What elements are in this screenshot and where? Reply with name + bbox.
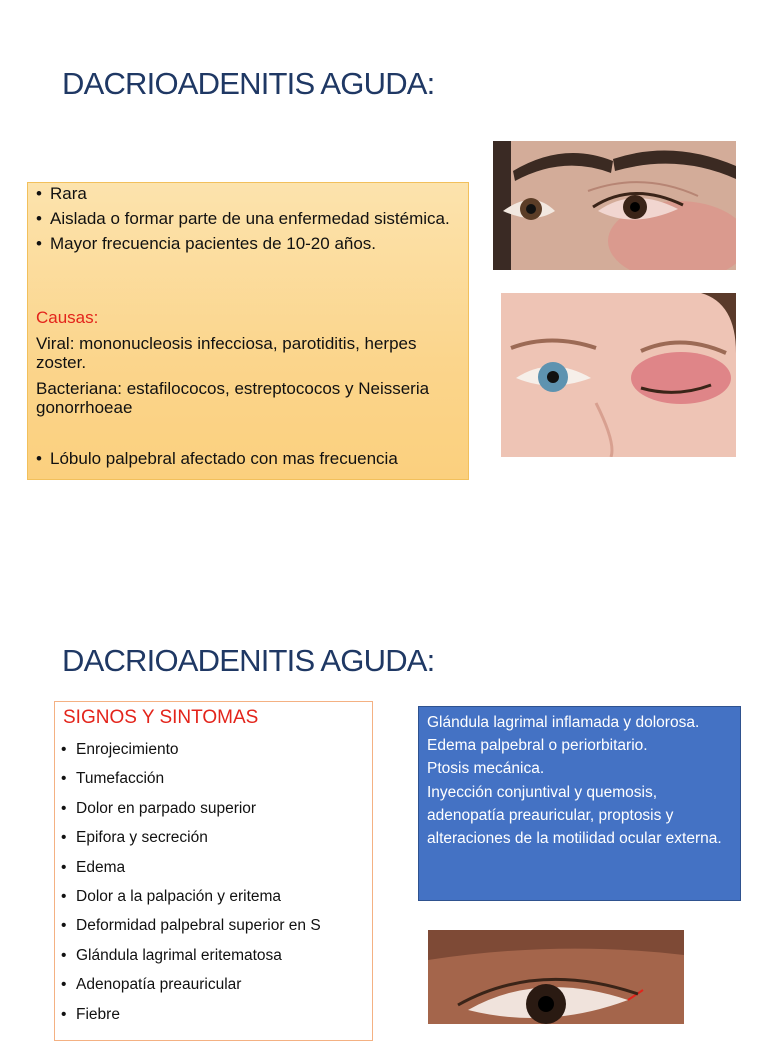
causas-label: Causas: (36, 308, 99, 327)
viral-causes: Viral: mononucleosis infecciosa, parotiditis, herpes zoster. (36, 334, 417, 372)
list-item: • Tumefacción (61, 770, 321, 799)
info-box (27, 182, 469, 480)
summary-text: Glándula lagrimal inflamada y dolorosa. Edema palpebral o periorbitario. Ptosis mecánica. Inyección conjuntival y quemosis, adenopatía preauricular, proptosis y alteraciones de la motilidad ocular externa. (427, 714, 722, 848)
eye-photo-3 (428, 930, 684, 1024)
signos-box (54, 701, 373, 1041)
eye-photo-2 (501, 293, 736, 457)
list-item: • Dolor en parpado superior (61, 800, 321, 829)
list-item: • Edema (61, 859, 321, 888)
bacterial-causes: Bacteriana: estafilococos, estreptococos y Neisseria gonorrhoeae (36, 379, 430, 417)
list-item: • Fiebre (61, 1006, 321, 1035)
list-item: • Enrojecimiento (61, 741, 321, 770)
bullet-list-bottom (36, 449, 460, 468)
slide-title-2: DACRIOADENITIS AGUDA: (62, 643, 435, 678)
list-item: • Epifora y secreción (61, 829, 321, 858)
signos-title: SIGNOS Y SINTOMAS (63, 707, 259, 728)
list-item: • Lóbulo palpebral afectado con mas frecuencia (36, 449, 460, 468)
list-item: • Mayor frecuencia pacientes de 10-20 años. (36, 234, 460, 253)
list-item: • Adenopatía preauricular (61, 976, 321, 1005)
list-item: • Glándula lagrimal eritematosa (61, 947, 321, 976)
summary-box (418, 706, 741, 901)
bullet-list-top (36, 184, 460, 259)
signos-list (61, 741, 321, 1035)
list-item: • Rara (36, 184, 460, 203)
slide-title: DACRIOADENITIS AGUDA: (62, 66, 435, 101)
list-item: • Deformidad palpebral superior en S (61, 917, 321, 946)
list-item: • Dolor a la palpación y eritema (61, 888, 321, 917)
list-item: • Aislada o formar parte de una enfermedad sistémica. (36, 209, 460, 228)
eye-photo-1 (493, 141, 736, 270)
